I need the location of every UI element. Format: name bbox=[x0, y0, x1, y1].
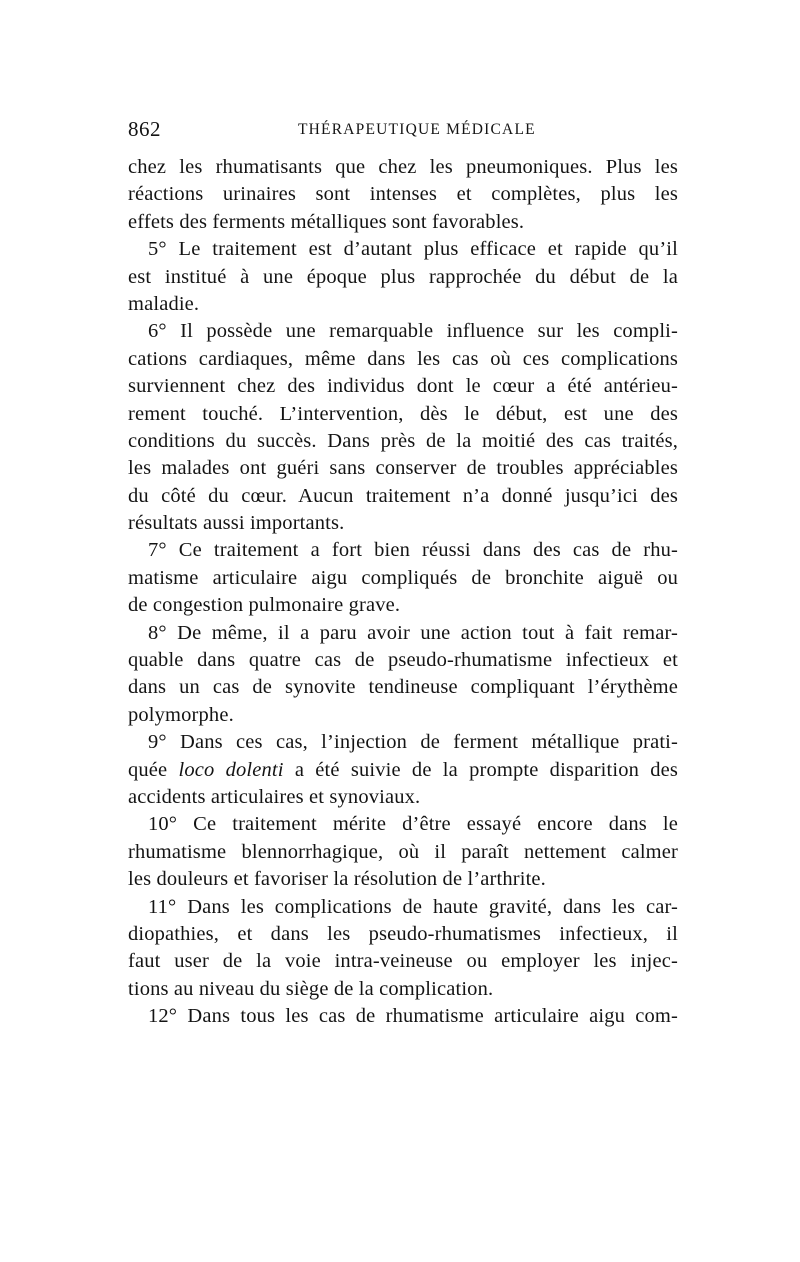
text-line: du côté du cœur. Aucun traitement n’a donné jusqu’ici des bbox=[128, 484, 678, 507]
text-line: les malades ont guéri sans conserver de troubles appréciables bbox=[128, 457, 678, 480]
text-line: 11° Dans les complications de haute gravité, dans les car- bbox=[148, 895, 678, 918]
text-line: 10° Ce traitement mérite d’être essayé encore dans le bbox=[148, 813, 678, 836]
text-line: 12° Dans tous les cas de rhumatisme articulaire aigu com- bbox=[148, 1005, 678, 1028]
text-line: quable dans quatre cas de pseudo-rhumatisme infectieux et bbox=[128, 649, 678, 672]
text-line: accidents articulaires et synoviaux. bbox=[128, 785, 421, 808]
text-line: surviennent chez des individus dont le cœur a été antérieu- bbox=[128, 375, 678, 398]
text-line: matisme articulaire aigu compliqués de bronchite aiguë ou bbox=[128, 566, 678, 589]
text-line: 8° De même, il a paru avoir une action tout à fait remar- bbox=[148, 621, 678, 644]
text-line: faut user de la voie intra-veineuse ou employer les injec- bbox=[128, 950, 678, 973]
text-line: 5° Le traitement est d’autant plus efficace et rapide qu’il bbox=[148, 238, 678, 261]
page-number: 862 bbox=[128, 117, 161, 141]
text-line: cations cardiaques, même dans les cas où ces complications bbox=[128, 347, 678, 370]
text-line: résultats aussi importants. bbox=[128, 512, 345, 535]
text-line: réactions urinaires sont intenses et complètes, plus les bbox=[128, 183, 678, 206]
text-line: 6° Il possède une remarquable influence sur les compli- bbox=[148, 320, 678, 343]
text-line: maladie. bbox=[128, 292, 200, 315]
text-line bbox=[128, 757, 678, 784]
text-line: diopathies, et dans les pseudo-rhumatismes infectieux, il bbox=[128, 922, 678, 945]
text-line: les douleurs et favoriser la résolution de l’arthrite. bbox=[128, 868, 546, 891]
text-line: effets des ferments métalliques sont favorables. bbox=[128, 210, 525, 233]
text-line: 9° Dans ces cas, l’injection de ferment métallique prati- bbox=[148, 731, 678, 754]
text-line: de congestion pulmonaire grave. bbox=[128, 594, 401, 617]
text-segment: a été suivie de la prompte disparition des bbox=[283, 758, 678, 781]
text-line: 7° Ce traitement a fort bien réussi dans des cas de rhu- bbox=[148, 539, 678, 562]
text-line: polymorphe. bbox=[128, 703, 234, 726]
text-line: rement touché. L’intervention, dès le début, est une des bbox=[128, 402, 678, 425]
text-line: conditions du succès. Dans près de la moitié des cas traités, bbox=[128, 429, 678, 452]
text-line: rhumatisme blennorrhagique, où il paraît nettement calmer bbox=[128, 840, 678, 863]
text-line: est institué à une époque plus rapprochée du début de la bbox=[128, 265, 678, 288]
running-title: THÉRAPEUTIQUE MÉDICALE bbox=[298, 121, 536, 138]
italic-phrase: loco dolenti bbox=[178, 758, 284, 781]
text-line: tions au niveau du siège de la complication. bbox=[128, 977, 494, 1000]
body-text bbox=[128, 154, 678, 1031]
text-line: chez les rhumatisants que chez les pneumoniques. Plus les bbox=[128, 156, 678, 178]
page-header bbox=[128, 117, 680, 141]
text-line: dans un cas de synovite tendineuse compliquant l’érythème bbox=[128, 676, 678, 699]
text-segment: quée bbox=[128, 758, 179, 781]
